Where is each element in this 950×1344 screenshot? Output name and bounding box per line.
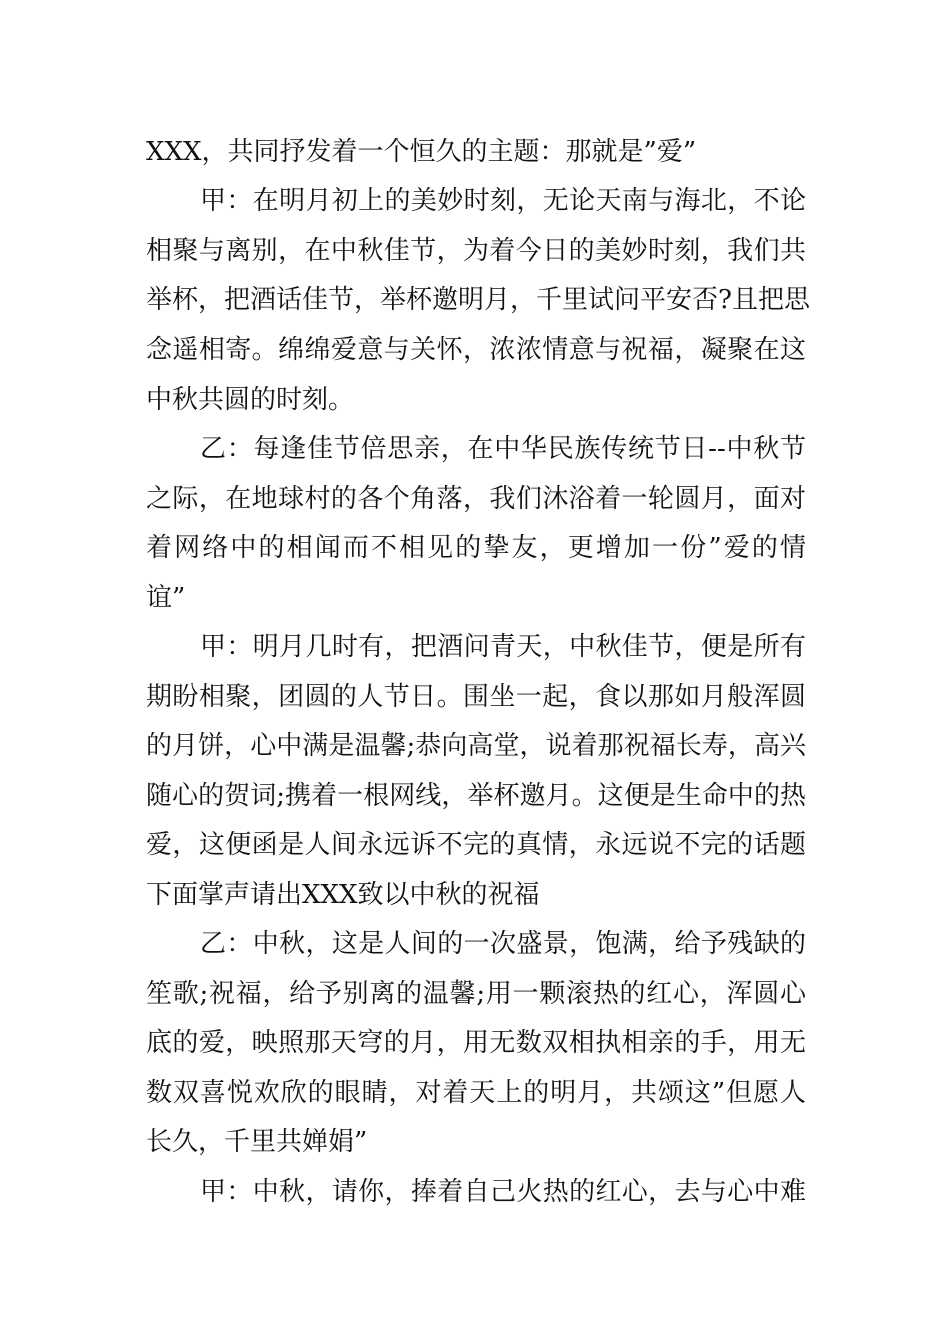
text-line: 期盼相聚，团圆的人节日。围坐一起，食以那如月般浑圆 [146, 682, 806, 712]
text-line: 数双喜悦欢欣的眼睛，对着天上的明月，共颂这”但愿人 [146, 1078, 806, 1108]
text-line: 谊” [146, 583, 186, 613]
text-line: 的月饼，心中满是温馨;恭向高堂，说着那祝福长寿，高兴 [146, 731, 806, 761]
text-line: 乙：中秋，这是人间的一次盛景，饱满，给予残缺的 [200, 929, 806, 959]
text-line: 着网络中的相闻而不相见的挚友，更增加一份”爱的情 [146, 533, 806, 563]
text-line: 甲：明月几时有，把酒问青天，中秋佳节，便是所有 [200, 632, 806, 662]
text-line: 之际，在地球村的各个角落，我们沐浴着一轮圆月，面对 [146, 484, 806, 514]
text-line: 念遥相寄。绵绵爱意与关怀，浓浓情意与祝福，凝聚在这 [146, 335, 806, 365]
text-line: 相聚与离别，在中秋佳节，为着今日的美妙时刻，我们共 [146, 236, 806, 266]
text-line: 爱，这便函是人间永远诉不完的真情，永远说不完的话题 [146, 830, 806, 860]
text-line: 随心的贺词;携着一根网线，举杯邀月。这便是生命中的热 [146, 781, 806, 811]
text-line: 笙歌;祝福，给予别离的温馨;用一颗滚热的红心，浑圆心 [146, 979, 806, 1009]
text-line: XXX，共同抒发着一个恒久的主题：那就是”爱” [146, 137, 697, 167]
text-line: 下面掌声请出XXX致以中秋的祝福 [146, 880, 540, 910]
text-line: 中秋共圆的时刻。 [146, 385, 355, 415]
text-line: 长久，千里共婵娟” [146, 1127, 368, 1157]
text-line: 甲：中秋，请你，捧着自己火热的红心，去与心中难 [200, 1177, 806, 1207]
text-line: 底的爱，映照那天穹的月，用无数双相执相亲的手，用无 [146, 1028, 806, 1058]
text-line: 举杯，把酒话佳节，举杯邀明月，千里试问平安否?且把思 [146, 285, 810, 315]
text-line: 甲：在明月初上的美妙时刻，无论天南与海北，不论 [200, 186, 806, 216]
text-line: 乙：每逢佳节倍思亲，在中华民族传统节日--中秋节 [200, 434, 806, 464]
